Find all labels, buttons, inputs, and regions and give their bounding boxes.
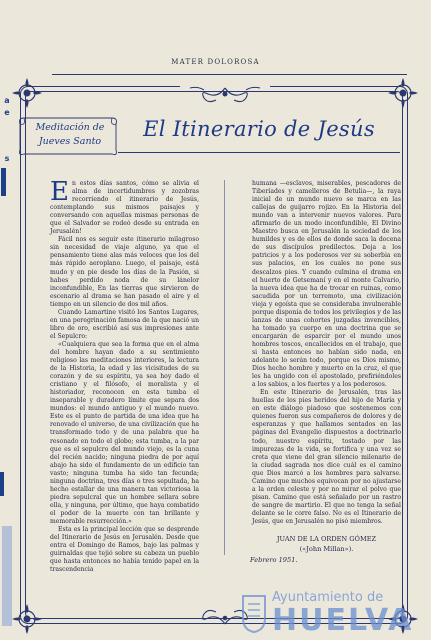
watermark-line-1: Ayuntamiento de	[272, 590, 384, 605]
margin-letter: s	[4, 154, 10, 163]
city-crest-icon	[240, 592, 268, 634]
author-name: JUAN DE LA ORDEN GÓMEZ	[276, 535, 377, 543]
margin-bar	[0, 472, 4, 496]
paragraph: Esta es la principal lección que se desprende del Itinerario de Jesús en Jerusalén. Desde que entra el Domingo de Ramos, bajo las palmas y guirnaldas que tejió sobre su cabeza un pueblo que hasta entonces no había tenido papel en la trascendencia	[50, 526, 199, 574]
drop-cap: E	[50, 177, 69, 207]
section-line-2: Jueves Santo	[38, 136, 102, 147]
paragraph-text: n estos días santos, cómo se alivia el alma de incertidumbres y zozobras recorriendo el itinerario de Jesús, contemplando sus mismos paisajes y conversando con aquellas mismas personas de que el Salvador se rodeó desde su entrada en Jerusalén!	[50, 180, 199, 236]
margin-letter: a	[4, 96, 10, 105]
watermark	[238, 588, 428, 640]
running-header: MATER DOLOROSA	[171, 58, 260, 66]
title-rule	[118, 152, 400, 153]
article-title: El Itinerario de Jesús	[143, 117, 375, 141]
margin-bar	[1, 168, 6, 196]
paragraph: Fácil nos es seguir este itinerario milagroso sin necesidad de viaje alguno, ya que el pensamiento tiene alas más veloces que los del más rápido aeroplano. Luego, el paisaje, está mudo y en pie desde los días de la Pasión, si habes perdido noda de su lánelor inconfundible, En las tierras que sirvieron de escenario al drama se han pasado el aire y el tiempo en un silencio de dos mil años.	[50, 236, 199, 308]
section-badge	[10, 114, 110, 158]
paragraph: humana —esclavos, miserables, pescadores de Tiberíades y camelleros de Betulia—, la raya inicial de un mundo nuevo se marca en las callejas de guijarro rojizo. En la Historia del mundo van a intervenir nuevos valores. Para afirmarlo de un modo inconfundible, El Divino Maestro busca en Jerusalén la sociedad de los humildes y es de ellos de donde saca la docena de sus discípulos predilectos. Deja a los patricios y a los poderosos ver su soberbia en sus palacios, en los cuales no pone sus descalzos pies. Y cuando culmina el drama en el huerto de Getsemaní y en el monte Calvario, la nueva idea que ha de trocar en ruinas, como sacudida por un terremoto, una civilización vieja y egoísta que se consideraba invulnerable porque disponía de todos los privilegios y de las lanzas de unas cohortes juzgadas invencibles, ha tomado ya cuerpo en una doctrina que se encargarán de esparcir por el mundo unos hombres toscos, encallecidos en el trabajo, que si hasta entonces no habían sido nada, en adelante lo serán todo, porque es Dios mismo, Dios hecho hombre y muerto en la cruz, el que les ha ungido con el apostolado, prefiriéndoles a los sabios, a los fuertes y a los poderosos.	[252, 180, 401, 389]
corner-ornament-icon	[10, 76, 44, 110]
article-column-2	[252, 180, 401, 526]
paragraph	[50, 177, 199, 236]
corner-ornament-icon	[386, 76, 420, 110]
scroll-ornament-icon	[180, 84, 270, 110]
article-date: Febrero 1951.	[250, 556, 298, 564]
paragraph: «Cualquiera que sea la forma que en el alma del hombre hayan dado a su sentimiento religioso las meditaciones interiores, la lectura de la Historia, la edad y las vicisitudes de su corazón y de su espíritu, ya sea hoy dado el cristiano y el filósofo, el moralista y el historiador, reconocen en esta tumba el inseparable y duradero límite que separa dos mundos: el mundo antiguo y el mundo nuevo. Este es el punto de partida de una idea que ha renovado el universo, de una civilización que ha transformado todo y de una palabra que ha resonado en todo el globo; esta tumba, a la par que es el sepulcro del mundo viejo, es la cuna del recién nacido; ninguna piedra de por aquí abajo ha sido el fundamento de un edificio tan vasto; ninguna tumba ha sido tan fecunda; ninguna doctrina, tres días o tres sepultada, ha hecho estallar de una manera tan victoriosa la piedra sepulcral que un hombre sellara sobre ella, y ninguna, por último, que haya combatido el poder de la muerte con tan brillante y memorable resurrección.»	[50, 340, 199, 525]
corner-ornament-icon	[10, 602, 44, 636]
margin-letter: e	[4, 108, 10, 117]
column-divider	[224, 180, 225, 555]
header-rule	[52, 74, 407, 75]
author-pseudonym: («John Millan»).	[299, 545, 354, 553]
paragraph: Cuando Lamartine visitó los Santos Lugares, en una peregrinación famosa de la que nació un libro de oro, escribió así sus impresiones ante el Sepulcro:	[50, 308, 199, 340]
section-line-1: Meditación de	[35, 122, 105, 133]
watermark-line-2: HUELVA	[272, 603, 414, 638]
article-column-1	[50, 177, 199, 574]
paragraph: En este Itinerario de Jerusalén, tras las huellas de los pies heridos del hijo de María y en este diálogo piadoso que sostenemos con quienes fueron sus compañeros de dolores y de esperanzas y que hallamos sentados en las páginas del Evangelio dispuestos a doctrinarlo todo, nuestro espíritu, tostado por las impurezas de la vida, se fortifica y una vez se creta que viene del gran silencio milenario de la ciudad sagrada nos dice cuál es el camino que Dios marcó a los hombres para salvarse. Camino que muchos equivocan por no ajustarse a la orden celeste y por no mirar el polvo que pisan. Camino que está señalado por un rastro de sangre de martirio. El que no tenga la señal delante se le corre falso. No es el Itinerario de Jesús, que en Jerusalén no pisó miembros.	[252, 389, 401, 525]
